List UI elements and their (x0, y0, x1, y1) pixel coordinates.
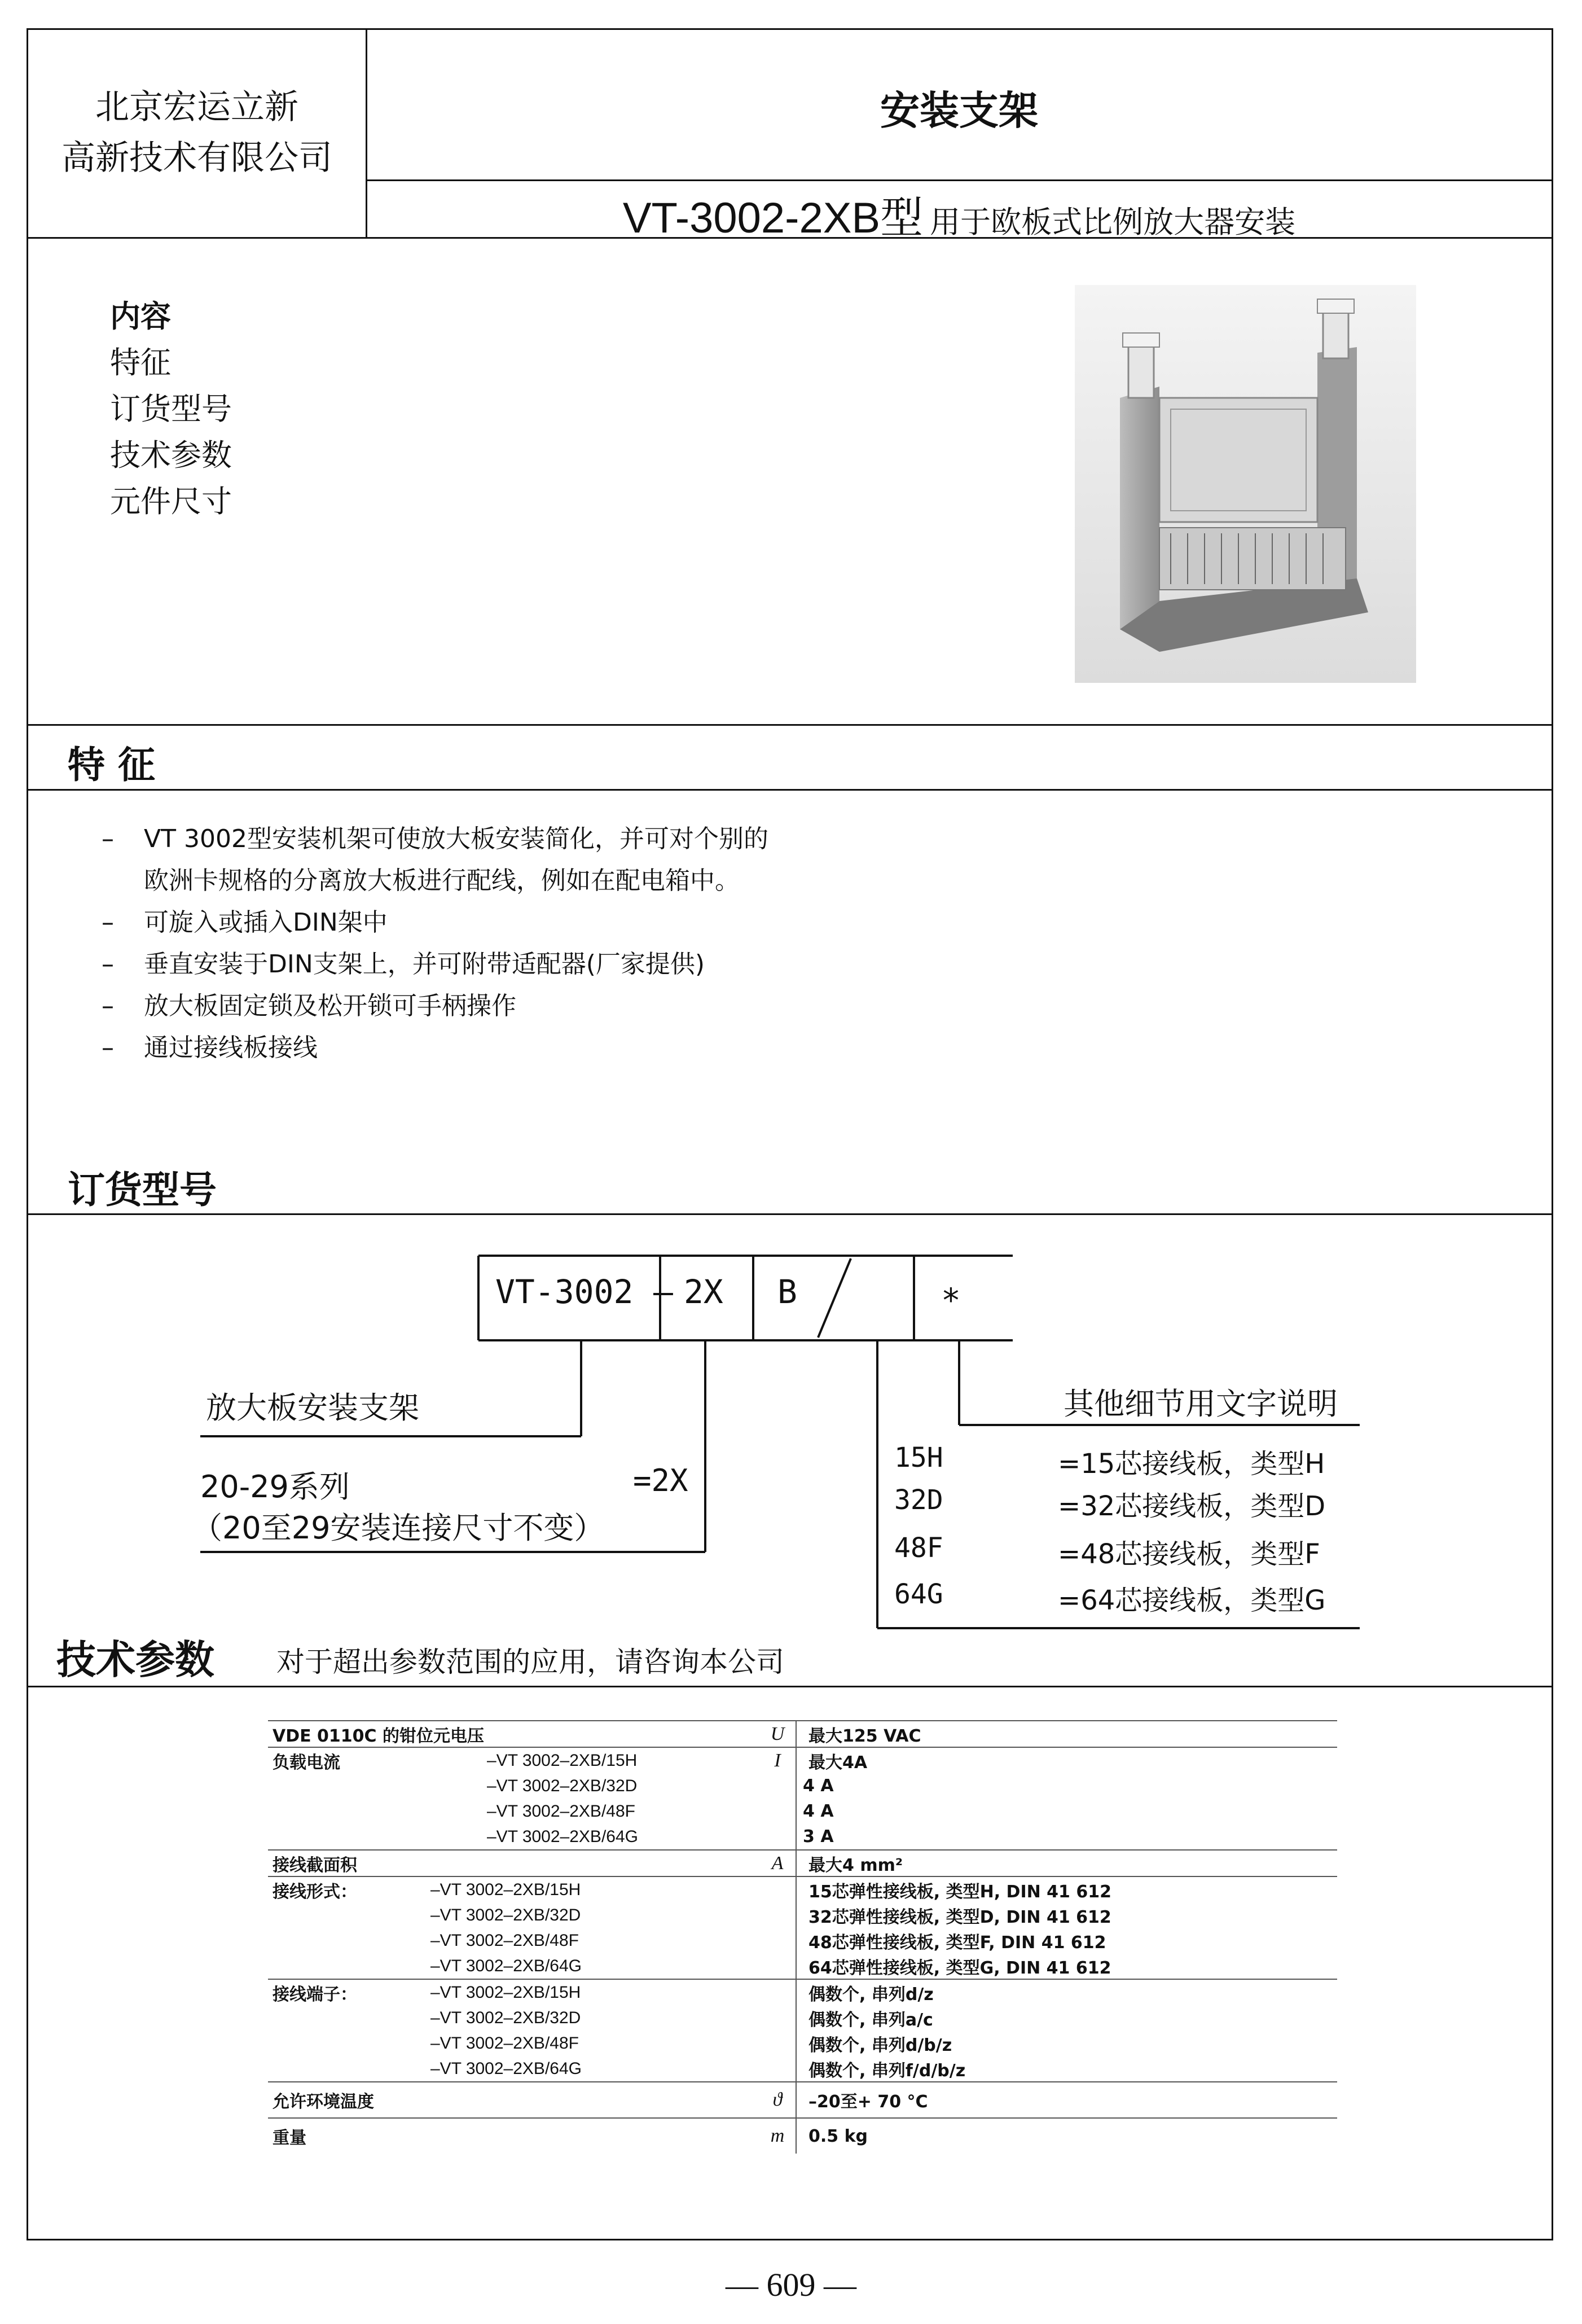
mounting-rack-icon (1075, 285, 1416, 683)
mounting-rack-photo (1075, 285, 1416, 683)
contents-item: 订货型号 (110, 391, 232, 427)
list-item: – 通过接线板接线 (102, 1027, 768, 1069)
bullet-dash: – (102, 908, 114, 937)
option-row-48f: 48F (894, 1532, 943, 1564)
table-row: 接线形式： –VT 3002–2XB/15H 15芯弹性接线板, 类型H, DIN 41 612 –VT 3002–2XB/32D 32芯弹性接线板, 类型D, DIN 41 612 –VT 3002–2XB/48F 48芯弹性接线板, 类型F, DIN 41 612 –VT 3002–2XB/64G 64芯弹性接线板, 类型G, DIN 41 612 (268, 1877, 1337, 1980)
option-row-64g: 64G (894, 1578, 943, 1610)
model-description: 用于欧板式比例放大器安装 (930, 204, 1296, 240)
label-series-code: =2X (633, 1463, 688, 1498)
box-type: B (777, 1273, 797, 1311)
box-series: 2X (684, 1273, 723, 1311)
label-series-note: （20至29安装连接尺寸不变） (192, 1510, 605, 1546)
company-line-2: 高新技术有限公司 (61, 138, 332, 178)
box-model: VT-3002 (495, 1273, 634, 1311)
label-series: 20-29系列 (200, 1469, 350, 1505)
contents-item: 元件尺寸 (110, 484, 232, 519)
bullet-dash: – (102, 950, 114, 979)
label-other-details: 其他细节用文字说明 (1064, 1386, 1338, 1422)
page-title: 安装支架 (880, 87, 1038, 134)
features-list (102, 818, 768, 1069)
table-row: 负载电流 –VT 3002–2XB/15H I 最大4A –VT 3002–2XB/32D 4 A –VT 3002–2XB/48F 4 A –VT 3002–2XB/64G 3 A (268, 1748, 1337, 1851)
ordering-title: 订货型号 (68, 1168, 217, 1212)
contents-item: 技术参数 (110, 437, 232, 473)
spec-table (268, 1720, 1337, 2154)
contents-item: 特征 (110, 345, 171, 380)
option-desc-48f: =48芯接线板，类型F (1058, 1538, 1320, 1570)
box-option: * (941, 1281, 961, 1319)
list-item: – 垂直安装于DIN支架上，并可附带适配器(厂家提供) (102, 944, 768, 985)
label-rack: 放大板安装支架 (206, 1390, 419, 1426)
table-row: 允许环境温度 ϑ –20至+ 70 °C (268, 2082, 1337, 2119)
table-row: 接线截面积 A 最大4 mm² (268, 1851, 1337, 1877)
table-row: VDE 0110C 的钳位元电压 U 最大125 VAC (268, 1721, 1337, 1748)
features-top-rule (27, 724, 1553, 726)
contents-heading: 内容 (110, 299, 171, 334)
model-line (367, 183, 1552, 245)
option-desc-64g: =64芯接线板，类型G (1058, 1585, 1326, 1616)
ordering-rule (27, 1213, 1553, 1215)
features-title: 特 征 (68, 743, 155, 787)
contents-list (110, 293, 232, 525)
option-desc-32d: =32芯接线板，类型D (1058, 1490, 1326, 1522)
list-item: – 可旋入或插入DIN架中 (102, 902, 768, 944)
company-name (28, 28, 366, 237)
tech-rule (27, 1686, 1553, 1687)
list-item: 欧洲卡规格的分离放大板进行配线，例如在配电箱中。 (144, 866, 740, 895)
option-desc-15h: =15芯接线板，类型H (1058, 1448, 1325, 1480)
table-row: 接线端子： –VT 3002–2XB/15H 偶数个, 串列d/z –VT 3002–2XB/32D 偶数个, 串列a/c –VT 3002–2XB/48F 偶数个, 串列d/b/z –VT 3002–2XB/64G 偶数个, 串列f/d/b/z (268, 1980, 1337, 2082)
company-line-1: 北京宏运立新 (95, 87, 298, 127)
tech-title: 技术参数 (56, 1637, 214, 1683)
list-item: – 放大板固定锁及松开锁可手柄操作 (102, 985, 768, 1027)
table-row: 重量 m 0.5 kg (268, 2119, 1337, 2154)
bullet-dash: – (102, 825, 114, 853)
option-row-15h: 15H (894, 1442, 943, 1474)
box-separator: – (653, 1273, 673, 1311)
page-number: — 609 — (726, 2266, 856, 2303)
tech-note: 对于超出参数范围的应用，请咨询本公司 (276, 1646, 784, 1678)
header-divider-horizontal (366, 179, 1553, 181)
bullet-dash: – (102, 1033, 114, 1062)
option-row-32d: 32D (894, 1484, 943, 1516)
list-item: – VT 3002型安装机架可使放大板安装简化，并可对个别的 (102, 818, 768, 860)
features-bottom-rule (27, 789, 1553, 791)
bullet-dash: – (102, 992, 114, 1020)
model-number: VT-3002-2XB型 (622, 194, 924, 242)
